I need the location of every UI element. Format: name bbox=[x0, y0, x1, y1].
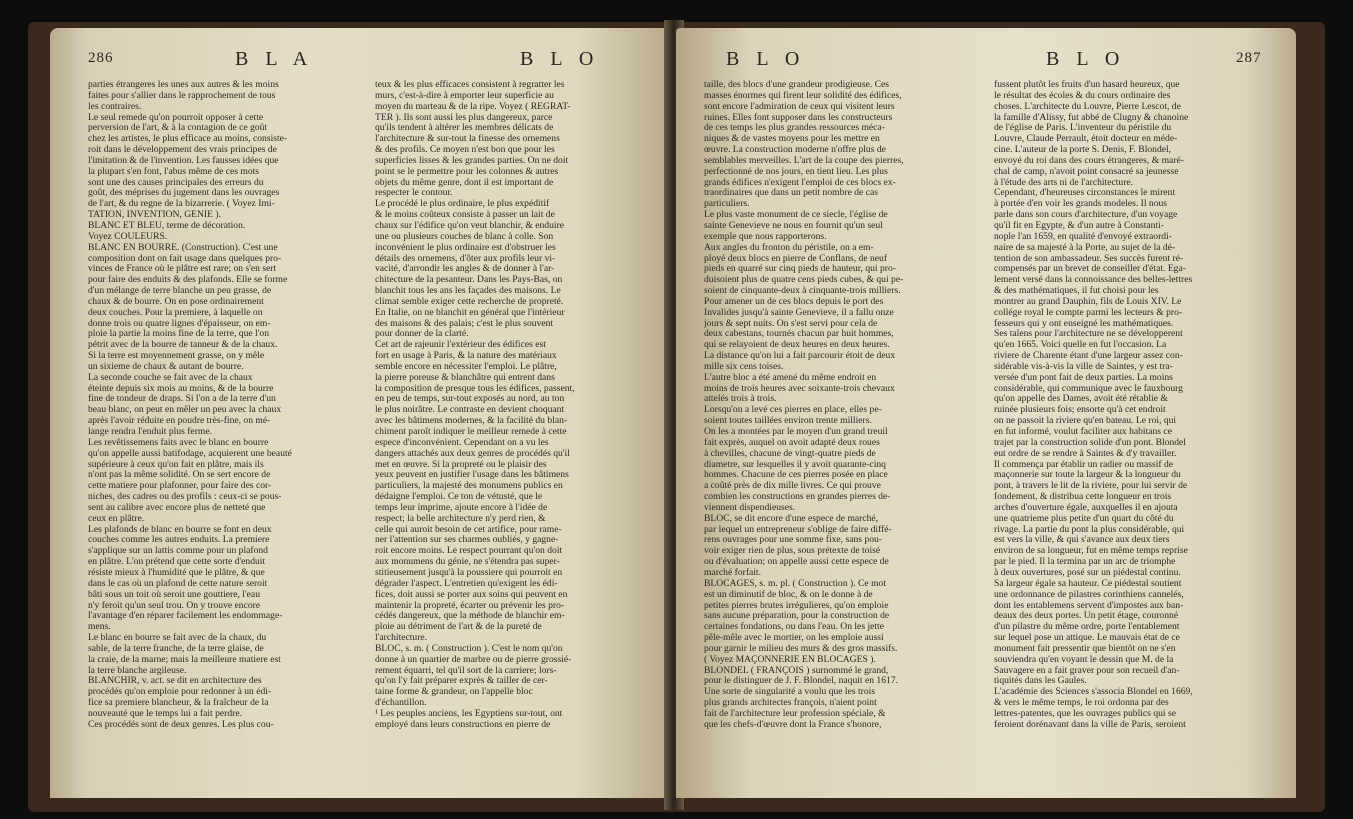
text-line: à l'étude des arts ni de l'architecture. bbox=[994, 177, 1134, 188]
text-line: pieds en quarré sur cinq pieds de hauteur, qui pro- bbox=[704, 264, 896, 275]
text-line: yeux peuvent en justifier l'usage dans les bâtimens bbox=[375, 470, 569, 481]
text-line: Sauvagere en a fait graver pour son recueil d'an- bbox=[994, 665, 1180, 676]
text-line: feroient dorénavant dans la ville de Paris, seroient bbox=[994, 719, 1186, 730]
text-line: Ses talens pour l'architecture ne se développerent bbox=[994, 329, 1183, 340]
text-line: ner l'attention sur ses charmes oubliés, y gagne- bbox=[375, 535, 559, 546]
text-line: TATION, INVENTION, GÉNIE ). bbox=[88, 210, 221, 221]
text-line: la plupart s'en font, l'abus même de ces mots bbox=[88, 166, 260, 177]
text-line: deux couches. Pour la premiere, à laquelle on bbox=[88, 307, 263, 318]
text-line: parle dans son cours d'architecture, d'un voyage bbox=[994, 210, 1178, 221]
text-line: s'applique sur un lattis comme pour un plafond bbox=[88, 546, 268, 557]
text-line: arches d'ouverture égale, auxquelles il en ajouta bbox=[994, 502, 1178, 513]
text-line: semblables merveilles. L'art de la coupe des pierres, bbox=[704, 155, 904, 166]
text-line: nouveauté que le temps lui a fait perdre. bbox=[88, 708, 242, 719]
text-line: chaux sur l'édifice qu'on veut blanchir, & enduire bbox=[375, 220, 565, 231]
text-line: l'architecture & sur-tout la finesse des ornemens bbox=[375, 134, 560, 145]
text-line: met en œuvre. Si la propreté ou le plaisir des bbox=[375, 459, 547, 470]
text-line: dont les entablemens servent d'impostes aux ban- bbox=[994, 600, 1184, 611]
text-line: stitieusement jusqu'à la poussiere qui pourroit en bbox=[375, 567, 563, 578]
text-line: Si la terre est moyennement grasse, on y mêle bbox=[88, 351, 265, 362]
text-line: BLONDEL ( FRANÇOIS ) surnommé le grand, bbox=[704, 665, 889, 676]
text-line: Le seul remede qu'on pourroit opposer à cette bbox=[88, 112, 264, 123]
text-line: sur lequel pose un attique. Le mauvais état de ce bbox=[994, 633, 1180, 644]
text-line: montrer au grand Dauphin, fils de Louis XIV. Le bbox=[994, 296, 1182, 307]
text-line: semble encore en nécessiter l'emploi. Le plâtre, bbox=[375, 361, 557, 372]
text-line: collége royal le compte parmi les lecteurs & pro- bbox=[994, 307, 1183, 318]
text-line: vinces de France où le plâtre est rare; on s'en sert bbox=[88, 264, 277, 275]
text-line: traordinaires que dans un petit nombre de cas bbox=[704, 188, 878, 199]
text-line: niches, des cadres ou des profils : ceux-ci se pous- bbox=[88, 492, 282, 503]
text-line: une ou plusieurs couches de blanc à colle. Son bbox=[375, 231, 554, 242]
text-line: chaux & de bourre. On en pose ordinairement bbox=[88, 296, 264, 307]
text-line: souviendra qu'en voyant le dessin que M. de la bbox=[994, 654, 1174, 665]
text-line: particuliers. bbox=[704, 199, 750, 210]
text-line: des maisons & des palais; c'est le plus souvent bbox=[375, 318, 554, 329]
text-line: ( Voyez MAÇONNERIE EN BLOCAGES ). bbox=[704, 654, 876, 665]
text-line: inconvénient le plus ordinaire est d'obstruer les bbox=[375, 242, 556, 253]
text-line: fait exprès, auquel on avoit adapté deux roues bbox=[704, 437, 880, 448]
text-line: après l'avoir réduite en poudre très-fine, on mé- bbox=[88, 416, 271, 427]
text-line: résiste mieux à l'humidité que le plâtre, & que bbox=[88, 567, 265, 578]
text-line: donne à un quartier de marbre ou de pierre grossié- bbox=[375, 654, 572, 665]
text-line: les contraires. bbox=[88, 101, 142, 112]
text-line: ploie la partie la moins fine de la terre, que l'on bbox=[88, 329, 270, 340]
text-line: fices, doit aussi se porter aux soins qui peuvent en bbox=[375, 589, 568, 600]
text-line: la famille d'Alissy, fut abbé de Clugny & chanoine bbox=[994, 112, 1189, 123]
text-line: cette matiere pour plafonner, pour faire des cor- bbox=[88, 481, 272, 492]
text-line: goût, des méprises du jugement dans les ouvrages bbox=[88, 188, 280, 199]
text-line: que les chefs-d'œuvre dont la France s'honore, bbox=[704, 719, 882, 730]
text-line: celle qui auroit besoin de cet artifice, pour rame- bbox=[375, 524, 562, 535]
text-line: Il commença par établir un radier ou massif de bbox=[994, 459, 1174, 470]
text-line: sont encore l'admiration de ceux qui visitent leurs bbox=[704, 101, 895, 112]
text-line: est vers la ville, & qui s'avance aux deux tiers bbox=[994, 535, 1170, 546]
text-line: & vers le même temps, le roi ordonna par des bbox=[994, 698, 1169, 709]
text-line: versée d'un pont fait de deux parties. La moins bbox=[994, 372, 1173, 383]
text-line: riviere de Charente étant d'une largeur assez con- bbox=[994, 351, 1183, 362]
text-line: mille six cens toises. bbox=[704, 361, 784, 372]
text-line: niques & de vastes moyens pour les mettre en bbox=[704, 134, 880, 145]
text-line: en peu de temps, sur-tout exposés au nord, au ton bbox=[375, 394, 565, 405]
text-line: hommes. Chacune de ces pierres posée en place bbox=[704, 470, 888, 481]
text-line: dans le cas où un plafond de cette nature seroit bbox=[88, 578, 268, 589]
text-line: Aux angles du fronton du péristile, on a em- bbox=[704, 242, 874, 253]
text-line: Le blanc en bourre se fait avec de la chaux, du bbox=[88, 633, 267, 644]
text-line: composition dont on fait usage dans quelques pro- bbox=[88, 253, 282, 264]
text-line: chal de camp, n'avoit point consacré sa jeunesse bbox=[994, 166, 1179, 177]
text-line: masses énormes qui firent leur solidité des édifices, bbox=[704, 90, 902, 101]
text-line: est un diminutif de bloc, & on le donne à de bbox=[704, 589, 873, 600]
text-line: mens. bbox=[88, 622, 111, 633]
left-running-head: B L A bbox=[235, 48, 314, 70]
text-line: nople l'an 1659, en qualité d'envoyé extraordi- bbox=[994, 231, 1172, 242]
text-line: perfectionné de nos jours, en tient lieu. Les plus bbox=[704, 166, 888, 177]
left-column-2 bbox=[375, 80, 645, 731]
text-line: à chevilles, chacune de vingt-quatre pieds de bbox=[704, 448, 876, 459]
text-line: la craie, de la marne; mais la meilleure matiere est bbox=[88, 654, 281, 665]
text-line: TER ). Ils sont aussi les plus dangereux, parce bbox=[375, 112, 553, 123]
text-line: qu'il fit en Egypte, & d'un autre à Constanti- bbox=[994, 220, 1164, 231]
text-line: Louvre, Claude Perrault, étoit docteur en méde- bbox=[994, 134, 1178, 145]
text-line: pour le distinguer de J. F. Blondel, naquit en 1617. bbox=[704, 676, 899, 687]
text-line: Le plus vaste monument de ce siecle, l'église de bbox=[704, 210, 888, 221]
text-line: sans aucune préparation, pour la construction de bbox=[704, 611, 890, 622]
text-line: employé dans leurs constructions en pierre de bbox=[375, 719, 551, 730]
text-line: détails des ornemens, d'ôter aux profils leur vi- bbox=[375, 253, 556, 264]
text-line: monument fait pressentir que bientôt on ne s'en bbox=[994, 643, 1176, 654]
text-line: l'avantage d'en réparer facilement les endommage- bbox=[88, 611, 283, 622]
text-line: dédaigne l'emploi. Ce ton de vétusté, que le bbox=[375, 492, 543, 503]
text-line: soient toutes taillées environ trente milliers. bbox=[704, 416, 872, 427]
text-line: fondement, & distribua cette longueur en trois bbox=[994, 492, 1172, 503]
text-line: œuvre. La construction moderne n'offre plus de bbox=[704, 145, 886, 156]
text-line: respect; la belle architecture n'y perd rien, & bbox=[375, 513, 546, 524]
text-line: ruinée plusieurs fois; ensorte qu'à cet endroit bbox=[994, 405, 1166, 416]
text-line: beau blanc, on peut en mêler un peu avec la chaux bbox=[88, 405, 282, 416]
text-line: sont une des causes principales des erreurs du bbox=[88, 177, 264, 188]
text-line: le résultat des écoles & du cours ordinaire des bbox=[994, 90, 1171, 101]
text-line: qu'on appelle des Dames, avoit été rétablie & bbox=[994, 394, 1168, 405]
text-line: roit encore moins. Le respect pourrant qu'on doit bbox=[375, 546, 563, 557]
text-line: chez les artistes, le plus efficace au moins, consiste- bbox=[88, 134, 288, 145]
text-line: BLOC, se dit encore d'une espece de marché, bbox=[704, 513, 879, 524]
text-line: d'échantillon. bbox=[375, 698, 427, 709]
text-line: cédés dangereux, que la méthode de blanchir em- bbox=[375, 611, 565, 622]
text-line: La distance qu'on lui a fait parcourir étoit de deux bbox=[704, 351, 896, 362]
text-line: chitecture de la pesanteur. Dans les Pays-Bas, on bbox=[375, 275, 563, 286]
text-line: moyen du marteau & de la ripe. Voyez ( REGRAT- bbox=[375, 101, 571, 112]
text-line: petites pierres brutes irrégulieres, qu'on emploie bbox=[704, 600, 889, 611]
text-line: & des profils. Ce moyen n'est bon que pour les bbox=[375, 145, 555, 156]
text-line: tiquités dans les Gaules. bbox=[994, 676, 1087, 687]
text-line: éteinte depuis six mois au moins, & de la bourre bbox=[88, 383, 274, 394]
text-line: temps leur imprime, ajoute encore à l'idée de bbox=[375, 502, 548, 513]
text-line: un sixieme de chaux & autant de bourre. bbox=[88, 361, 244, 372]
text-line: d'un pilastre du même ordre, porte l'entablement bbox=[994, 622, 1180, 633]
text-line: tention de son ambassadeur. Ses succès furent ré- bbox=[994, 253, 1184, 264]
text-line: l'architecture. bbox=[375, 633, 428, 644]
text-line: la composition de presque tous les édifices, passent, bbox=[375, 383, 575, 394]
text-line: environ de sa longueur, fut en même temps reprise bbox=[994, 546, 1188, 557]
text-line: ploie au détriment de l'art & de la pureté de bbox=[375, 622, 542, 633]
text-line: ruines. Elles font supposer dans les constructeurs bbox=[704, 112, 893, 123]
text-line: climat semble exiger cette recherche de propreté. bbox=[375, 296, 564, 307]
text-line: qui se relayoient de deux heures en deux heures. bbox=[704, 340, 890, 351]
text-line: BLANC EN BOURRE. (Construction). C'est une bbox=[88, 242, 278, 253]
text-line: pour garnir le milieu des murs & des gros massifs. bbox=[704, 643, 898, 654]
text-line: dégrader l'aspect. L'entretien qu'exigent les édi- bbox=[375, 578, 558, 589]
text-line: avec les bâtimens modernes, & la facilité du blan- bbox=[375, 416, 568, 427]
text-line: en plâtre. L'on prétend que cette sorte d'enduit bbox=[88, 557, 266, 568]
text-line: fine de tondeur de draps. Si l'on a de la terre d'un bbox=[88, 394, 276, 405]
text-line: murs, c'est-à-dire à emporter leur superficie au bbox=[375, 90, 554, 101]
text-line: maintenir la propreté, écarter ou prévenir les pro- bbox=[375, 600, 565, 611]
right-running-head: B L O bbox=[1046, 48, 1126, 70]
text-line: Les revêtissemens faits avec le blanc en bourre bbox=[88, 437, 269, 448]
text-line: taille, des blocs d'une grandeur prodigieuse. Ces bbox=[704, 80, 890, 90]
text-line: qu'ils tendent à altérer les membres délicats de bbox=[375, 123, 554, 134]
text-line: respecter le contour. bbox=[375, 188, 453, 199]
right-page-number: 287 bbox=[1236, 50, 1262, 66]
text-line: superficies lisses & les grandes parties. On ne doit bbox=[375, 155, 569, 166]
left-header bbox=[50, 48, 670, 78]
text-line: maçonnerie sur toute la largeur & la longueur du bbox=[994, 470, 1181, 481]
text-line: lettres-patentes, que les ouvrages publics qui se bbox=[994, 708, 1176, 719]
text-line: grands édifices n'exigent l'emploi de ces blocs ex- bbox=[704, 177, 896, 188]
text-line: objets du même genre, dont il est important de bbox=[375, 177, 554, 188]
text-line: certaines fondations, ou dans l'eau. On les jette bbox=[704, 622, 884, 633]
text-line: Pour amener un de ces blocs depuis le port des bbox=[704, 296, 884, 307]
text-line: la terre blanche argileuse. bbox=[88, 665, 187, 676]
text-line: rens ouvrages pour une somme fixe, sans pou- bbox=[704, 535, 882, 546]
text-line: en fut informé, voulut faciliter aux habitans ce bbox=[994, 427, 1172, 437]
text-line: sable, de la terre franche, de la terre glaise, de bbox=[88, 643, 264, 654]
text-line: de ces temps les plus grandes ressources méca- bbox=[704, 123, 885, 134]
text-line: on ne passoit la riviere qu'en bateau. Le roi, qui bbox=[994, 416, 1177, 427]
text-line: teux & les plus efficaces consistent à regratter les bbox=[375, 80, 565, 90]
text-line: de l'art, & du regne de la bizarrerie. ( Voyez Imi- bbox=[88, 199, 275, 210]
text-line: combien les constructions en grandes pierres de- bbox=[704, 492, 891, 503]
text-line: viennent dispendieuses. bbox=[704, 502, 796, 513]
text-line: plus grands architectes françois, n'aient point bbox=[704, 698, 877, 709]
text-line: parties étrangeres les unes aux autres & les moins bbox=[88, 80, 279, 90]
text-line: pont, à travers le lit de la riviere, pour lui servir de bbox=[994, 481, 1188, 492]
text-line: rivage. La partie du pont la plus considérable, qui bbox=[994, 524, 1185, 535]
text-line: n'y feroit qu'un seul trou. On y trouve encore bbox=[88, 600, 261, 611]
text-line: le plus noirâtre. Le contraste en devient choquant bbox=[375, 405, 565, 416]
text-line: la pierre poreuse & blanchâtre qui entrent dans bbox=[375, 372, 555, 383]
text-line: trajet par la construction solide d'un pont. Blondel bbox=[994, 437, 1186, 448]
text-line: eut ordre de se rendre à Saintes & d'y travailler. bbox=[994, 448, 1177, 459]
text-line: soient de cinquante-deux à cinquante-trois milliers. bbox=[704, 286, 901, 297]
text-line: procédés qu'on emploie pour redonner à un édi- bbox=[88, 687, 272, 698]
text-line: à deux ouvertures, posé sur un piédestal continu. bbox=[994, 567, 1181, 578]
text-line: blanchit tous les ans les façades des maisons. Le bbox=[375, 286, 561, 297]
text-line: deaux des deux portes. Un petit étage, couronné bbox=[994, 611, 1179, 622]
text-line: & des mathématiques, il fut choisi pour les bbox=[994, 286, 1159, 297]
text-line: attelés trois à trois. bbox=[704, 394, 777, 405]
text-line: bâti sous un toit où seroit une gouttiere, l'eau bbox=[88, 589, 260, 600]
right-column-1 bbox=[704, 80, 974, 731]
text-line: lange rendra l'enduit plus ferme. bbox=[88, 427, 213, 437]
text-line: lement versé dans la connoissance des belles-lettres bbox=[994, 275, 1193, 286]
text-line: exemple que nous rapporterons. bbox=[704, 231, 827, 242]
text-line: Les plafonds de blanc en bourre se font en deux bbox=[88, 524, 272, 535]
text-line: d'un mélange de terre blanche un peu grasse, de bbox=[88, 286, 272, 297]
text-line: Cet art de rajeunir l'extérieur des édifices est bbox=[375, 340, 546, 351]
text-line: par lequel un entrepreneur s'oblige de faire diffé- bbox=[704, 524, 892, 535]
text-line: BLOC, s. m. ( Construction ). C'est le nom qu'on bbox=[375, 643, 563, 654]
right-column-2 bbox=[994, 80, 1264, 731]
text-line: BLANCHIR, v. act. se dit en architecture des bbox=[88, 676, 262, 687]
text-line: Voyez COULEURS. bbox=[88, 231, 168, 242]
text-line: couches comme les autres enduits. La premiere bbox=[88, 535, 270, 546]
text-line: BLOCAGES, s. m. pl. ( Construction ). Ce mot bbox=[704, 578, 887, 589]
left-page-number: 286 bbox=[88, 50, 114, 66]
text-line: une ordonnance de pilastres corinthiens cannelés, bbox=[994, 589, 1184, 600]
text-line: BLANC ET BLEU, terme de décoration. bbox=[88, 220, 246, 231]
text-line: qu'en 1665. Voici quelle en fut l'occasion. La bbox=[994, 340, 1167, 351]
text-line: En Italie, on ne blanchit en général que l'intérieur bbox=[375, 307, 565, 318]
text-line: une quatrieme plus petite d'un quart du côté du bbox=[994, 513, 1174, 524]
text-line: pour donner de la clarté. bbox=[375, 329, 469, 340]
text-line: rement équarri, tel qu'il sort de la carriere; lors- bbox=[375, 665, 557, 676]
text-line: choses. L'architecte du Louvre, Pierre Lescot, de bbox=[994, 101, 1181, 112]
text-line: sent au calibre avec encore plus de netteté que bbox=[88, 502, 266, 513]
text-line: ployé deux blocs en pierre de Conflans, de neuf bbox=[704, 253, 888, 264]
text-line: fort en usage à Paris, & la nature des matériaux bbox=[375, 351, 557, 362]
text-line: naire de sa majesté à la Porte, au sujet de la dé- bbox=[994, 242, 1176, 253]
text-line: qu'on l'y fait préparer exprès & tailler de cer- bbox=[375, 676, 548, 687]
text-line: Sa largeur égale sa hauteur. Ce piédestal soutient bbox=[994, 578, 1182, 589]
text-line: sidérable vis-à-vis la ville de Saintes, y est tra- bbox=[994, 361, 1173, 372]
text-line: taine forme & grandeur, on l'appelle bloc bbox=[375, 687, 533, 698]
text-line: pétrit avec de la bourre de tanneur & de la chaux. bbox=[88, 340, 278, 351]
text-line: l'imitation & de l'invention. Les fausses idées que bbox=[88, 155, 279, 166]
text-line: compensés par un brevet de conseiller d'état. Ega- bbox=[994, 264, 1186, 275]
text-line: pour faire des enduits & des plafonds. Elle se forme bbox=[88, 275, 288, 286]
text-line: Cependant, d'heureuses circonstances le mirent bbox=[994, 188, 1176, 199]
text-line: Ces procédés sont de deux genres. Les plus cou- bbox=[88, 719, 274, 730]
text-line: fice sa premiere blancheur, & la fraîcheur de la bbox=[88, 698, 269, 709]
text-line: jours & sept nuits. On s'est servi pour cela de bbox=[704, 318, 878, 329]
text-line: marché forfait. bbox=[704, 567, 761, 578]
text-line: cine. L'auteur de la porte S. Denis, F. Blondel, bbox=[994, 145, 1172, 156]
right-page bbox=[676, 28, 1296, 798]
text-line: Le procédé le plus ordinaire, le plus expéditif bbox=[375, 199, 550, 210]
text-line: duisoient plus de quatre cens pieds cubes, & qui pe- bbox=[704, 275, 904, 286]
left-page bbox=[50, 28, 670, 798]
text-line: roit dans le développement des vrais principes de bbox=[88, 145, 277, 156]
text-line: & le moins coûteux consiste à passer un lait de bbox=[375, 210, 555, 221]
left-running-head-outer: B L O bbox=[520, 48, 600, 70]
text-line: sainte Genevieve ne nous en fournit qu'un seul bbox=[704, 220, 883, 231]
text-line: La seconde couche se fait avec de la chaux bbox=[88, 372, 253, 383]
text-line: n'ont pas la même solidité. On se sert encore de bbox=[88, 470, 271, 481]
text-line: Une sorte de singularité a voulu que les trois bbox=[704, 687, 876, 698]
text-line: envoyé du roi dans des cours étrangeres, & maré- bbox=[994, 155, 1184, 166]
text-line: faites pour s'allier dans le rapprochement de tous bbox=[88, 90, 276, 101]
text-line: L'autre bloc a été amené du même endroit en bbox=[704, 372, 877, 383]
text-line: diametre, sur lesquelles il y avoit quarante-cinq bbox=[704, 459, 886, 470]
text-line: ou d'évaluation; on appelle aussi cette espece de bbox=[704, 557, 889, 568]
text-line: moins de trois heures avec soixante-trois chevaux bbox=[704, 383, 895, 394]
text-line: a coûté près de dix mille livres. Ce qui prouve bbox=[704, 481, 881, 492]
text-line: perversion de l'art, & à la contagion de ce goût bbox=[88, 123, 268, 134]
right-header bbox=[676, 48, 1296, 78]
text-line: On les a montées par le moyen d'un grand treuil bbox=[704, 427, 888, 437]
text-line: considérable, qui communique avec le fauxbourg bbox=[994, 383, 1183, 394]
text-line: espece d'inconvénient. Cependant on a vu les bbox=[375, 437, 549, 448]
text-line: supérieure à ceux qu'on fait en plâtre, mais ils bbox=[88, 459, 264, 470]
text-line: particuliers, la majesté des monumens publics en bbox=[375, 481, 563, 492]
text-line: vacité, d'arrondir les angles & de donner à l'ar- bbox=[375, 264, 555, 275]
text-line: ¹ Les peuples anciens, les Egyptiens sur-tout, ont bbox=[375, 708, 563, 719]
text-line: fesseurs qui y ont enseigné les mathématiques. bbox=[994, 318, 1174, 329]
text-line: à portée d'en voir les grands modeles. Il nous bbox=[994, 199, 1168, 210]
text-line: dangers attachés aux deux genres de procédés qu'il bbox=[375, 448, 570, 459]
text-line: L'académie des Sciences s'associa Blondel en 1669, bbox=[994, 687, 1193, 698]
text-line: fait de l'architecture leur profession spéciale, & bbox=[704, 708, 886, 719]
text-line: de l'église de Paris. L'inventeur du péristile du bbox=[994, 123, 1172, 134]
text-line: par le pied. Il la termina par un arc de triomphe bbox=[994, 557, 1176, 568]
text-line: aux monumens du génie, ne s'étendra pas super- bbox=[375, 557, 560, 568]
text-line: pêle-mêle avec le mortier, on les emploie aussi bbox=[704, 633, 884, 644]
text-line: fussent plutôt les fruits d'un hasard heureux, que bbox=[994, 80, 1180, 90]
text-line: qu'on appelle aussi batifodage, acquierent une beauté bbox=[88, 448, 292, 459]
text-line: Invalides jusqu'à sainte Genevieve, il a fallu onze bbox=[704, 307, 894, 318]
text-line: donne trois ou quatre lignes d'épaisseur, on em- bbox=[88, 318, 271, 329]
text-line: chiment paroît indiquer le meilleur remede à cette bbox=[375, 427, 567, 437]
text-line: Lorsqu'on a levé ces pierres en place, elles pe- bbox=[704, 405, 882, 416]
text-line: point se le permettre pour les colonnes & autres bbox=[375, 166, 559, 177]
text-line: voir exiger rien de plus, sous prétexte de toisé bbox=[704, 546, 881, 557]
text-line: ceux en plâtre. bbox=[88, 513, 145, 524]
left-column-1 bbox=[88, 80, 358, 731]
text-line: deux cabestans, tournés chacun par huit hommes, bbox=[704, 329, 894, 340]
right-running-head-inner: B L O bbox=[726, 48, 806, 70]
